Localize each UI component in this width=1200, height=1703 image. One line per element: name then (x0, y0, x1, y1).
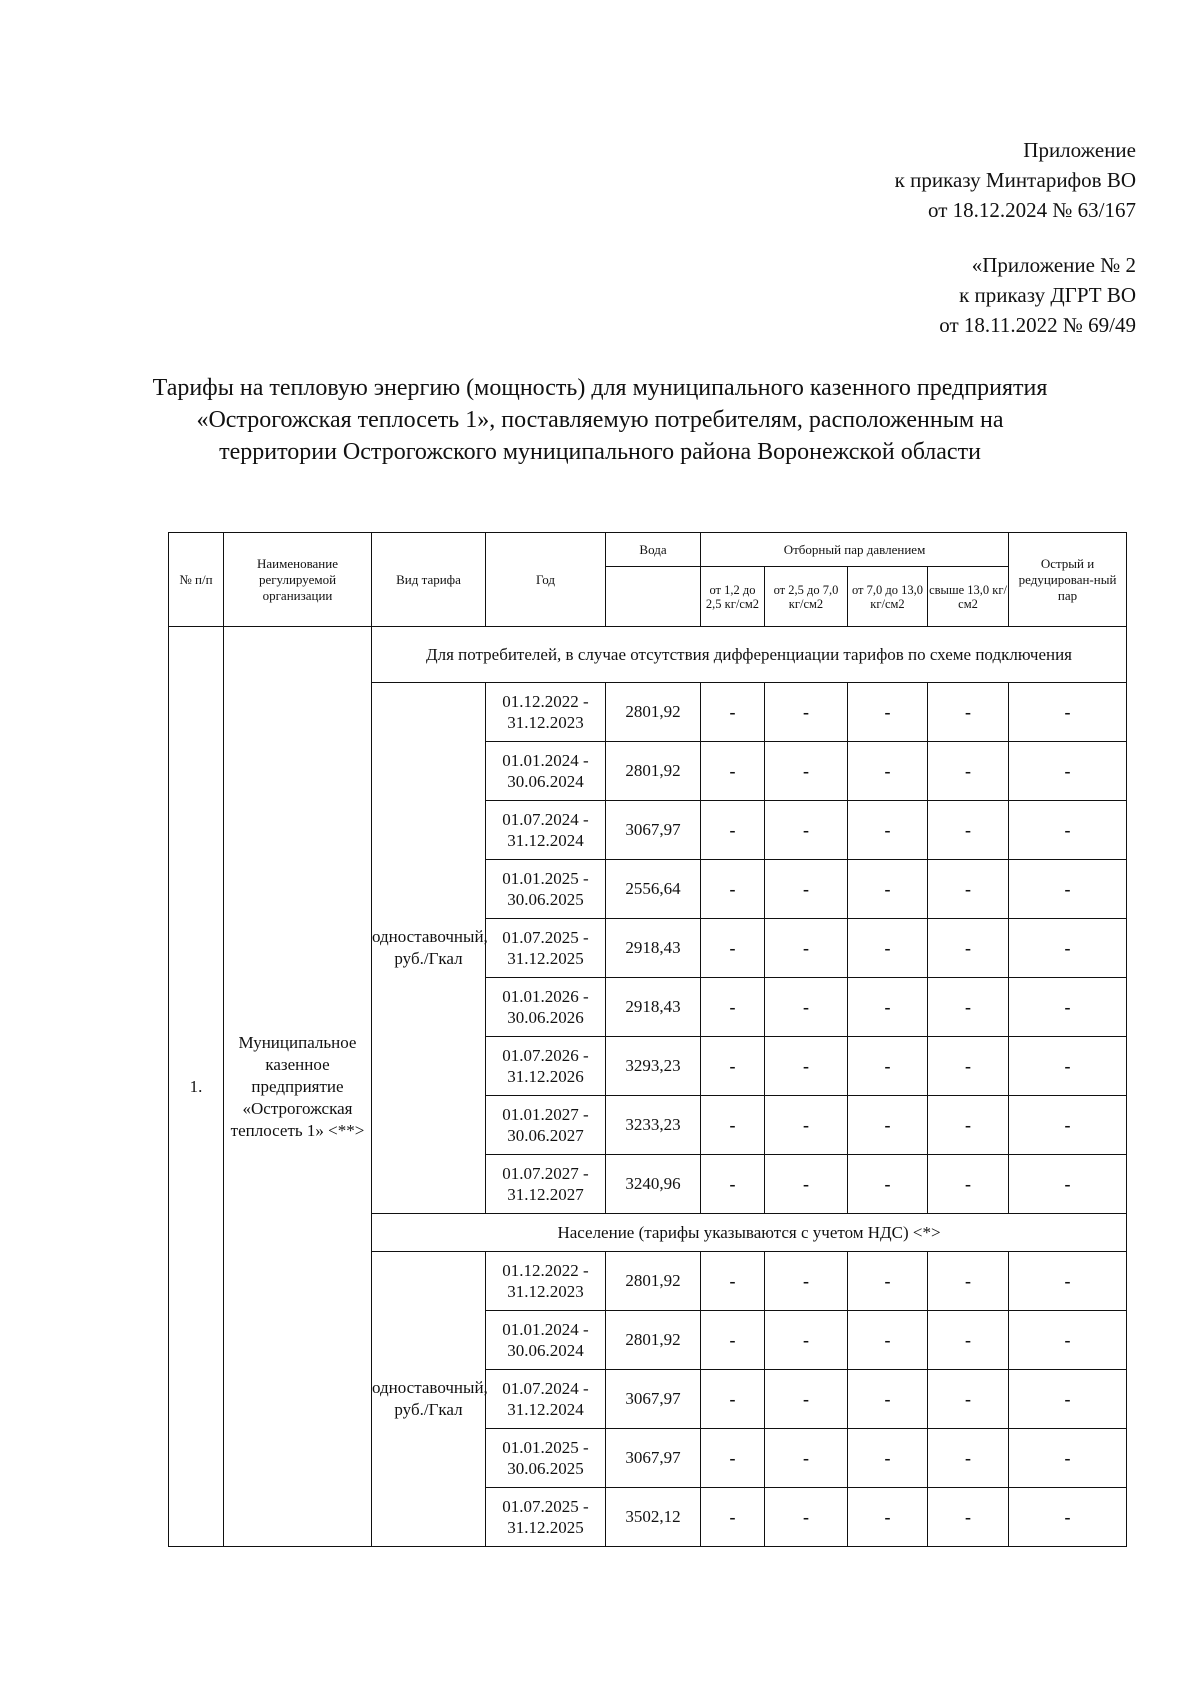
empty-value-dash: - (848, 1252, 928, 1311)
empty-value-dash: - (1009, 683, 1127, 742)
water-value: 3067,97 (606, 1429, 701, 1488)
section-title: Для потребителей, в случае отсутствия дифференциации тарифов по схеме подключения (372, 627, 1127, 683)
col-header-pressure-2: от 2,5 до 7,0 кг/см2 (765, 567, 848, 627)
period-cell: 01.01.2024 - 30.06.2024 (486, 1311, 606, 1370)
header-line: «Приложение № 2 (971, 253, 1136, 277)
water-value: 2801,92 (606, 742, 701, 801)
col-header-water-sub (606, 567, 701, 627)
empty-value-dash: - (701, 1429, 765, 1488)
empty-value-dash: - (765, 742, 848, 801)
empty-value-dash: - (765, 860, 848, 919)
tariff-type: одноставочный, руб./Гкал (372, 1252, 486, 1547)
period-cell: 01.07.2025 - 31.12.2025 (486, 1488, 606, 1547)
empty-value-dash: - (765, 1252, 848, 1311)
period-cell: 01.07.2025 - 31.12.2025 (486, 919, 606, 978)
col-header-type: Вид тарифа (372, 533, 486, 627)
empty-value-dash: - (928, 1037, 1009, 1096)
period-cell: 01.01.2024 - 30.06.2024 (486, 742, 606, 801)
empty-value-dash: - (928, 1311, 1009, 1370)
period-cell: 01.12.2022 - 31.12.2023 (486, 1252, 606, 1311)
empty-value-dash: - (1009, 1155, 1127, 1214)
empty-value-dash: - (765, 1311, 848, 1370)
empty-value-dash: - (928, 860, 1009, 919)
water-value: 3067,97 (606, 801, 701, 860)
col-header-steam: Отборный пар давлением (701, 533, 1009, 567)
empty-value-dash: - (848, 1311, 928, 1370)
water-value: 3067,97 (606, 1370, 701, 1429)
empty-value-dash: - (1009, 978, 1127, 1037)
empty-value-dash: - (765, 683, 848, 742)
empty-value-dash: - (765, 801, 848, 860)
empty-value-dash: - (1009, 1252, 1127, 1311)
organization-name: Муниципальное казенное предприятие «Острогожская теплосеть 1» <**> (224, 627, 372, 1547)
empty-value-dash: - (848, 1096, 928, 1155)
row-number: 1. (169, 627, 224, 1547)
empty-value-dash: - (928, 1370, 1009, 1429)
empty-value-dash: - (928, 978, 1009, 1037)
header-line: Приложение (1023, 138, 1136, 162)
empty-value-dash: - (848, 919, 928, 978)
tariff-type: одноставочный, руб./Гкал (372, 683, 486, 1214)
header-line: к приказу ДГРТ ВО (959, 283, 1136, 307)
empty-value-dash: - (765, 1488, 848, 1547)
empty-value-dash: - (848, 742, 928, 801)
empty-value-dash: - (1009, 1429, 1127, 1488)
water-value: 3240,96 (606, 1155, 701, 1214)
empty-value-dash: - (765, 1429, 848, 1488)
col-header-sharp-steam: Острый и редуцирован-ный пар (1009, 533, 1127, 627)
water-value: 2801,92 (606, 683, 701, 742)
period-cell: 01.01.2027 - 30.06.2027 (486, 1096, 606, 1155)
period-cell: 01.01.2025 - 30.06.2025 (486, 1429, 606, 1488)
empty-value-dash: - (701, 919, 765, 978)
tariff-table (168, 532, 1127, 1547)
empty-value-dash: - (848, 683, 928, 742)
period-cell: 01.07.2026 - 31.12.2026 (486, 1037, 606, 1096)
water-value: 2801,92 (606, 1311, 701, 1370)
empty-value-dash: - (701, 1037, 765, 1096)
empty-value-dash: - (928, 801, 1009, 860)
water-value: 3502,12 (606, 1488, 701, 1547)
col-header-org: Наименование регулируемой организации (224, 533, 372, 627)
water-value: 2556,64 (606, 860, 701, 919)
empty-value-dash: - (848, 1155, 928, 1214)
empty-value-dash: - (765, 919, 848, 978)
empty-value-dash: - (701, 801, 765, 860)
empty-value-dash: - (765, 1096, 848, 1155)
empty-value-dash: - (1009, 1311, 1127, 1370)
empty-value-dash: - (765, 1370, 848, 1429)
empty-value-dash: - (1009, 1037, 1127, 1096)
appendix-header (895, 135, 1136, 225)
empty-value-dash: - (1009, 801, 1127, 860)
empty-value-dash: - (1009, 919, 1127, 978)
empty-value-dash: - (928, 1429, 1009, 1488)
empty-value-dash: - (701, 683, 765, 742)
empty-value-dash: - (701, 1311, 765, 1370)
empty-value-dash: - (701, 1370, 765, 1429)
empty-value-dash: - (1009, 1096, 1127, 1155)
col-header-pressure-3: от 7,0 до 13,0 кг/см2 (848, 567, 928, 627)
empty-value-dash: - (928, 1096, 1009, 1155)
section-title: Население (тарифы указываются с учетом НДС) <*> (372, 1214, 1127, 1252)
empty-value-dash: - (701, 978, 765, 1037)
period-cell: 01.07.2024 - 31.12.2024 (486, 1370, 606, 1429)
col-header-year: Год (486, 533, 606, 627)
empty-value-dash: - (848, 1488, 928, 1547)
water-value: 2918,43 (606, 919, 701, 978)
empty-value-dash: - (928, 1252, 1009, 1311)
empty-value-dash: - (928, 1488, 1009, 1547)
empty-value-dash: - (765, 1155, 848, 1214)
col-header-pressure-4: свыше 13,0 кг/см2 (928, 567, 1009, 627)
empty-value-dash: - (848, 801, 928, 860)
water-value: 3233,23 (606, 1096, 701, 1155)
empty-value-dash: - (701, 1252, 765, 1311)
period-cell: 01.07.2027 - 31.12.2027 (486, 1155, 606, 1214)
empty-value-dash: - (701, 860, 765, 919)
empty-value-dash: - (701, 1096, 765, 1155)
empty-value-dash: - (765, 978, 848, 1037)
empty-value-dash: - (765, 1037, 848, 1096)
empty-value-dash: - (701, 1155, 765, 1214)
empty-value-dash: - (848, 1370, 928, 1429)
empty-value-dash: - (848, 860, 928, 919)
empty-value-dash: - (848, 1429, 928, 1488)
period-cell: 01.01.2026 - 30.06.2026 (486, 978, 606, 1037)
empty-value-dash: - (1009, 1370, 1127, 1429)
header-line: от 18.12.2024 № 63/167 (927, 198, 1136, 222)
empty-value-dash: - (1009, 860, 1127, 919)
empty-value-dash: - (848, 1037, 928, 1096)
col-header-water: Вода (606, 533, 701, 567)
period-cell: 01.12.2022 - 31.12.2023 (486, 683, 606, 742)
period-cell: 01.01.2025 - 30.06.2025 (486, 860, 606, 919)
water-value: 2918,43 (606, 978, 701, 1037)
empty-value-dash: - (701, 742, 765, 801)
original-appendix-header (939, 250, 1136, 340)
empty-value-dash: - (1009, 742, 1127, 801)
empty-value-dash: - (848, 978, 928, 1037)
empty-value-dash: - (928, 683, 1009, 742)
col-header-pressure-1: от 1,2 до 2,5 кг/см2 (701, 567, 765, 627)
document-title: Тарифы на тепловую энергию (мощность) для муниципального казенного предприятия «Острогожская теплосеть 1», поставляемую потребителям, расположенным на территории Острогожского муниципального района Воронежской области (152, 375, 1048, 465)
empty-value-dash: - (1009, 1488, 1127, 1547)
header-line: от 18.11.2022 № 69/49 (939, 313, 1136, 337)
empty-value-dash: - (928, 742, 1009, 801)
empty-value-dash: - (701, 1488, 765, 1547)
water-value: 3293,23 (606, 1037, 701, 1096)
col-header-num: № п/п (169, 533, 224, 627)
header-line: к приказу Минтарифов ВО (894, 168, 1136, 192)
empty-value-dash: - (928, 1155, 1009, 1214)
period-cell: 01.07.2024 - 31.12.2024 (486, 801, 606, 860)
empty-value-dash: - (928, 919, 1009, 978)
water-value: 2801,92 (606, 1252, 701, 1311)
